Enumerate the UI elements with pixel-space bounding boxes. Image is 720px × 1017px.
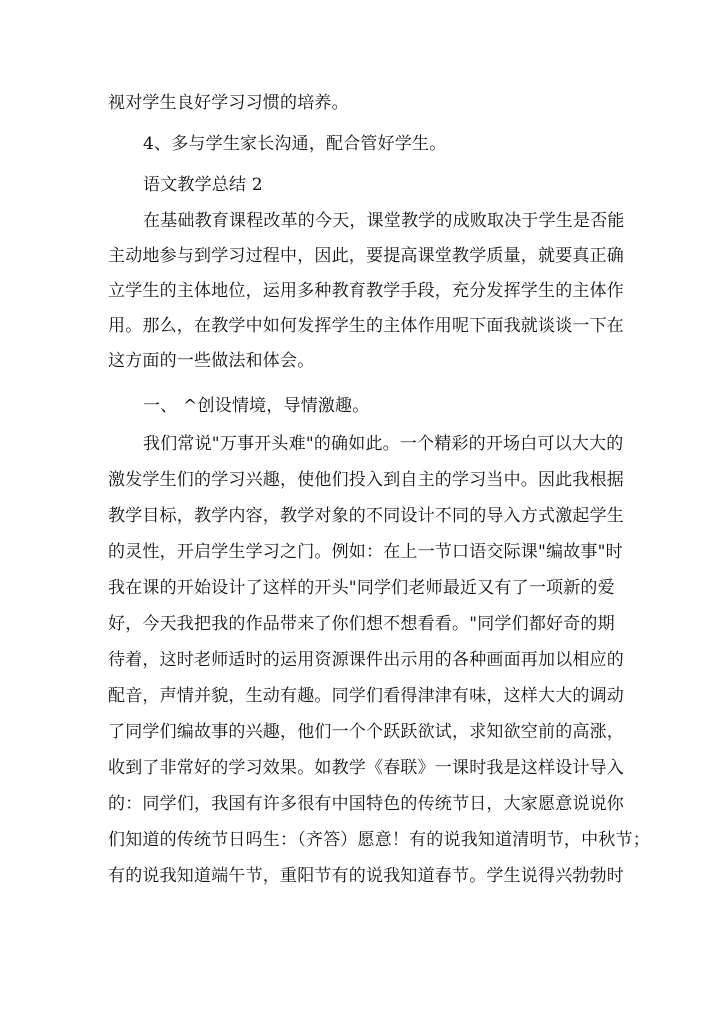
- text-line: 的：同学们，我国有许多很有中国特色的传统节日，大家愿意说说你: [108, 794, 624, 814]
- text-line: 视对学生良好学习习惯的培养。: [108, 93, 349, 113]
- text-line: 主动地参与到学习过程中，因此，要提高课堂教学质量，就要真正确: [108, 246, 624, 266]
- text-line: 了同学们编故事的兴趣，他们一个个跃跃欲试，求知欲空前的高涨，: [108, 722, 624, 742]
- text-line: 配音，声情并貌，生动有趣。同学们看得津津有味，这样大大的调动: [108, 686, 624, 706]
- text-line: 用。那么，在教学中如何发挥学生的主体作用呢下面我就谈谈一下在: [108, 316, 624, 336]
- text-line: 有的说我知道端午节，重阳节有的说我知道春节。学生说得兴勃勃时: [108, 866, 624, 886]
- list-item-4: 4、多与学生家长沟通，配合管好学生。: [143, 134, 447, 154]
- text-line: 好，今天我把我的作品带来了你们想不想看看。"同学们都好奇的期: [108, 614, 615, 634]
- subsection-heading: 一、 ^创设情境，导情激趣。: [143, 396, 370, 416]
- text-line: 待着，这时老师适时的运用资源课件出示用的各种画面再加以相应的: [108, 650, 624, 670]
- text-line: 们知道的传统节日吗生：（齐答）愿意！有的说我知道清明节，中秋节；: [108, 830, 650, 850]
- text-line: 激发学生们的学习兴趣，使他们投入到自主的学习当中。因此我根据: [108, 470, 624, 490]
- text-line: 这方面的一些做法和体会。: [108, 351, 315, 371]
- text-line: 教学目标，教学内容，教学对象的不同设计不同的导入方式激起学生: [108, 506, 624, 526]
- text-line: 立学生的主体地位，运用多种教育教学手段，充分发挥学生的主体作: [108, 281, 624, 301]
- text-line: 我在课的开始设计了这样的开头"同学们老师最近又有了一项新的爱: [108, 578, 615, 598]
- text-line: 的灵性，开启学生学习之门。例如：在上一节口语交际课"编故事"时: [108, 542, 623, 562]
- text-line: 在基础教育课程改革的今天，课堂教学的成败取决于学生是否能: [143, 211, 625, 231]
- text-line: 我们常说"万事开头难"的确如此。一个精彩的开场白可以大大的: [143, 434, 624, 454]
- section-heading: 语文教学总结 2: [143, 175, 263, 195]
- text-line: 收到了非常好的学习效果。如教学《春联》一课时我是这样设计导入: [108, 758, 624, 778]
